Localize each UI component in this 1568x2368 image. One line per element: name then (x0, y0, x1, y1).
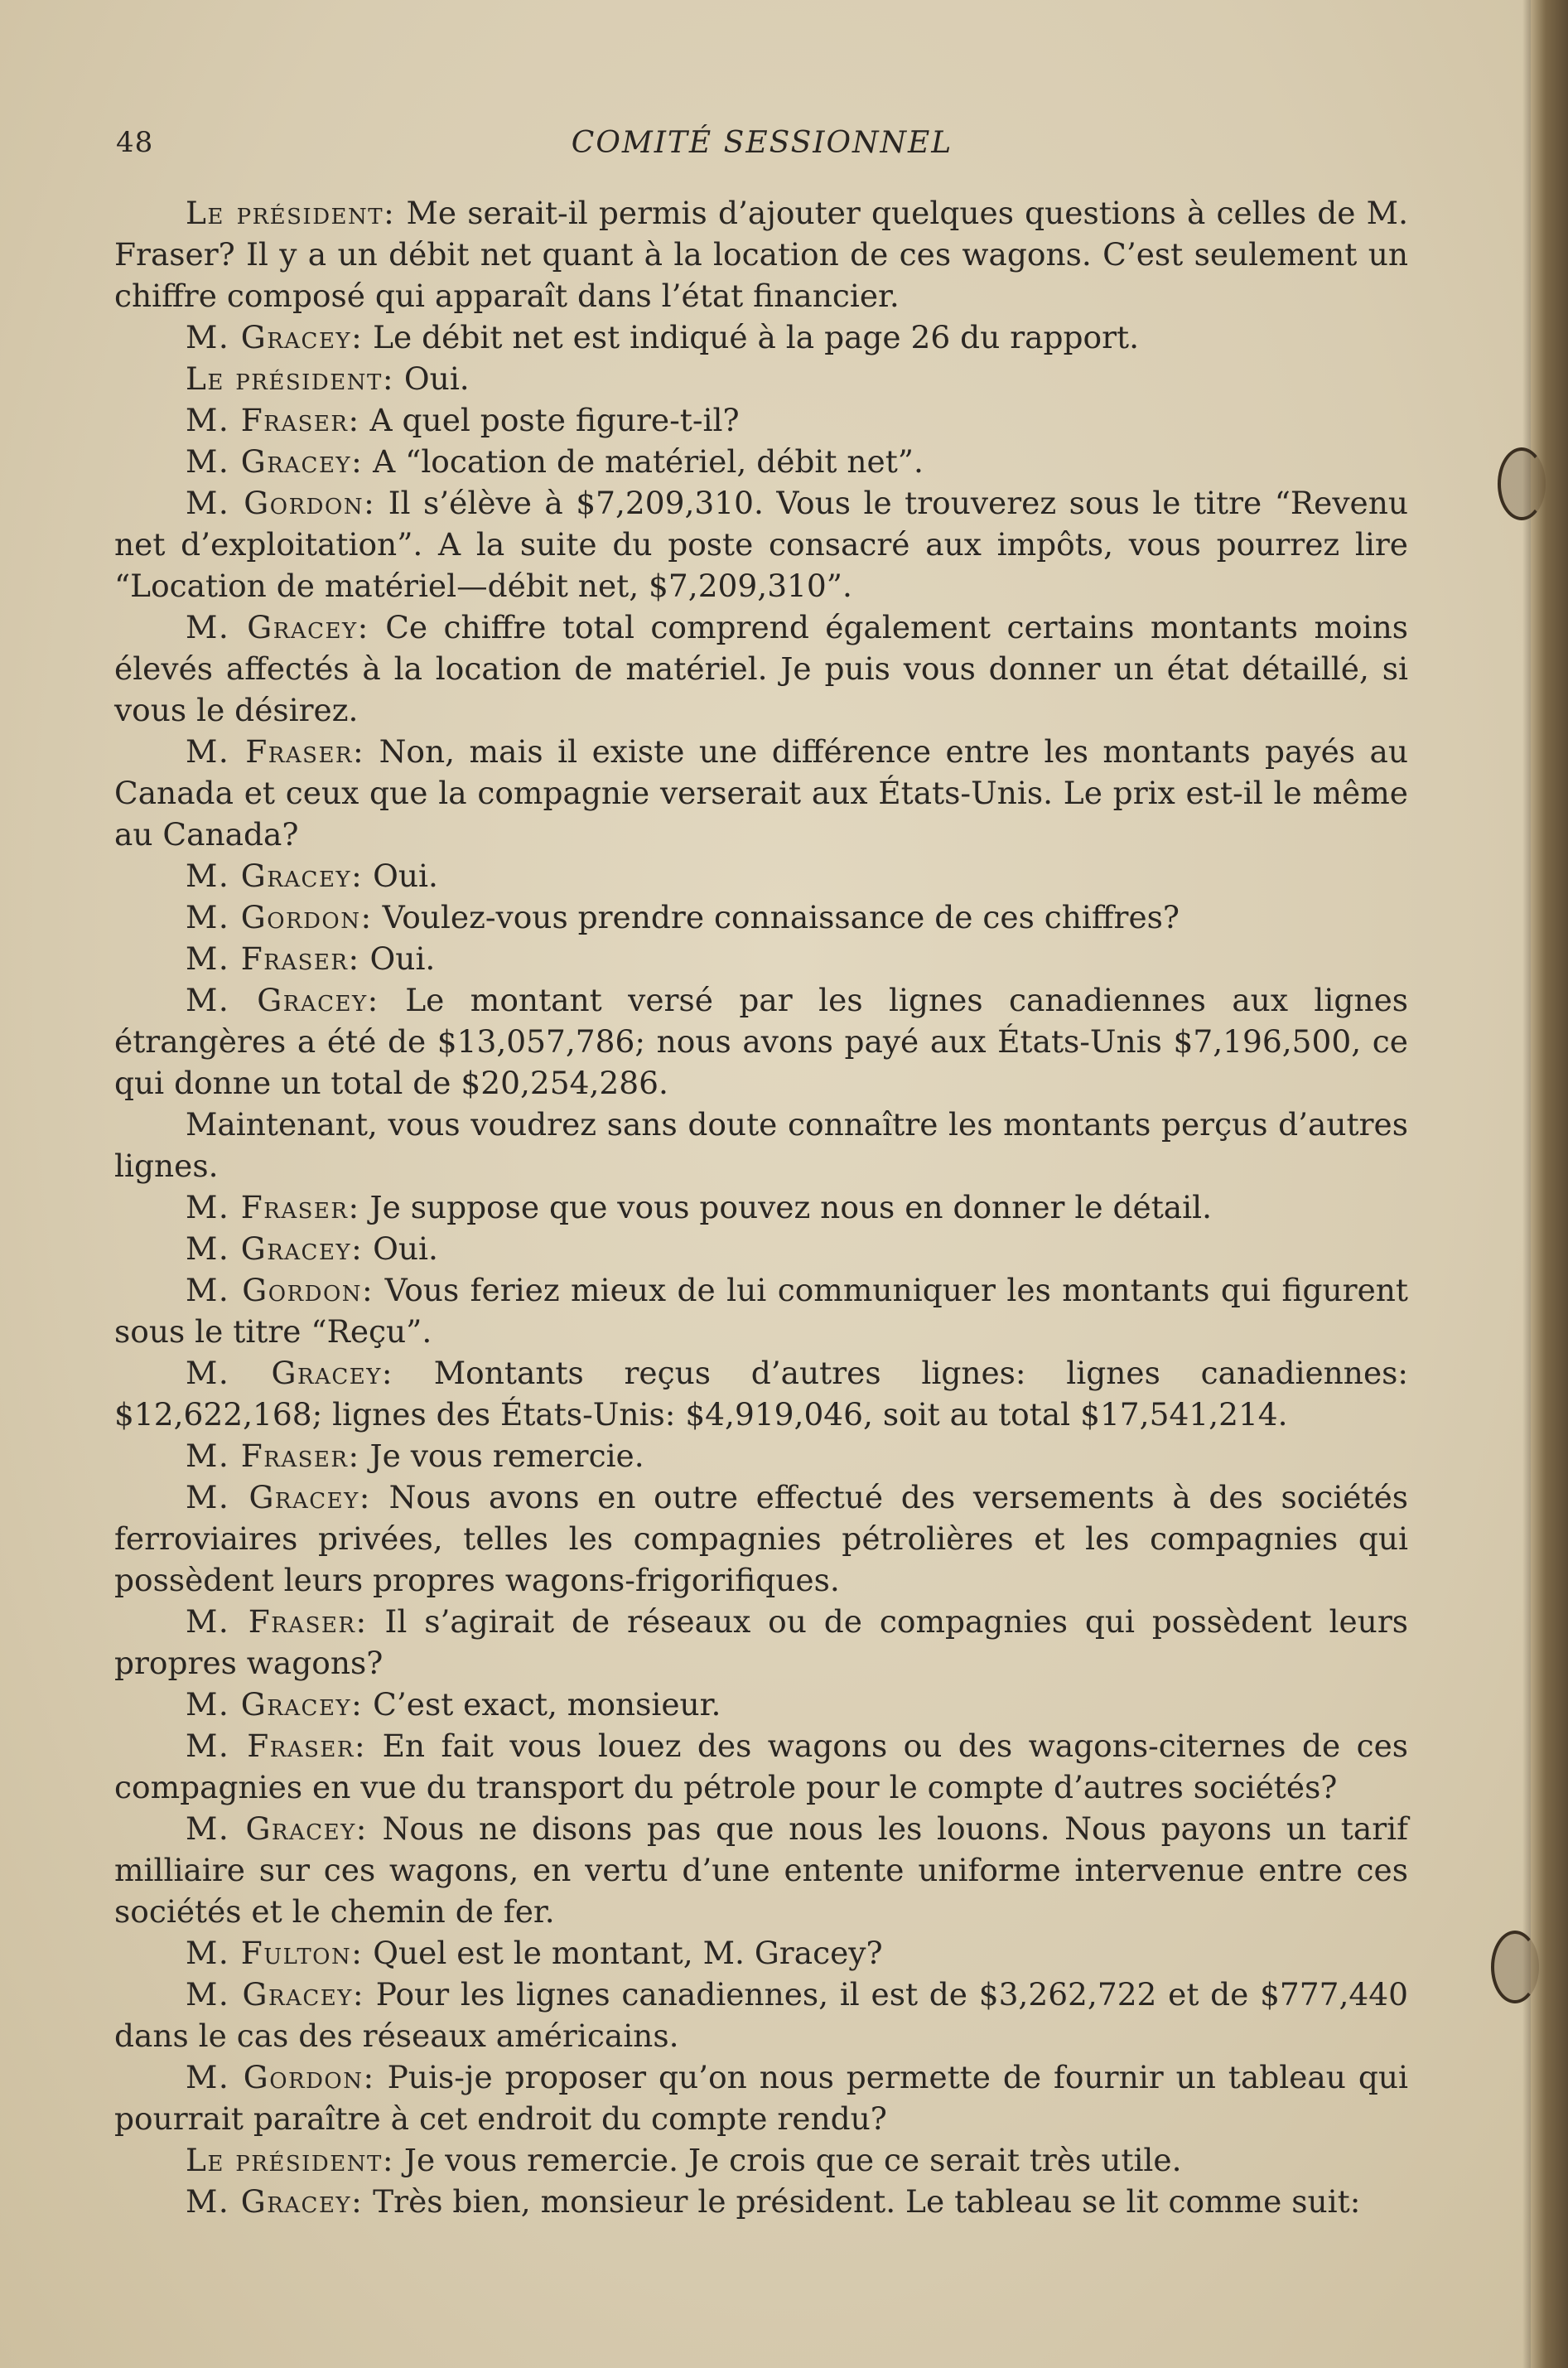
transcript-paragraph (114, 1725, 1408, 1808)
transcript-paragraph (114, 896, 1408, 938)
page-number: 48 (116, 126, 154, 159)
speech-text: Je suppose que vous pouvez nous en donner le détail. (369, 1189, 1213, 1225)
transcript-paragraph (114, 2056, 1408, 2139)
transcript-paragraph (114, 358, 1408, 399)
transcript-paragraph (114, 482, 1408, 606)
speaker-name: M. Fraser: (186, 940, 360, 977)
speaker-name: M. Gordon: (186, 2059, 375, 2095)
speaker-name: M. Gracey: (186, 443, 364, 480)
speech-text: A quel poste figure-t-il? (369, 402, 740, 438)
speech-text: Le débit net est indiqué à la page 26 du rapport. (373, 319, 1140, 355)
transcript-paragraph (114, 1476, 1408, 1601)
speaker-name: M. Fraser: (186, 1189, 360, 1225)
transcript-paragraph (114, 1435, 1408, 1476)
speech-text: Maintenant, vous voudrez sans doute connaître les montants perçus d’autres lignes. (114, 1106, 1408, 1184)
speaker-name: M. Gordon: (186, 1272, 374, 1308)
speaker-name: M. Gordon: (186, 899, 373, 935)
transcript-paragraph (114, 1974, 1408, 2056)
transcript-paragraph (114, 855, 1408, 896)
speech-text: Non, mais il existe une différence entre les montants payés au Canada et ceux que la compagnie verserait aux États-Unis. Le prix est-il le même au Canada? (114, 733, 1408, 853)
speech-text: Nous avons en outre effectué des versements à des sociétés ferroviaires privées, telles les compagnies pétrolières et les compagnies qui possèdent leurs propres wagons-frigorifiques. (114, 1479, 1409, 1598)
speaker-name: M. Fraser: (186, 1603, 368, 1640)
speaker-name: M. Fraser: (186, 1728, 367, 1764)
speaker-name: M. Fraser: (186, 1438, 360, 1474)
speaker-name: M. Gracey: (186, 1230, 364, 1267)
speaker-name: Le président: (186, 2142, 394, 2178)
speech-text: Oui. (373, 1230, 438, 1267)
speaker-name: M. Gracey: (186, 609, 369, 645)
transcript-paragraph (114, 192, 1408, 317)
speech-text: Oui. (369, 940, 436, 977)
speech-text: A “location de matériel, débit net”. (373, 443, 924, 480)
speech-text: Je vous remercie. (369, 1438, 644, 1474)
binding-hole-bottom (1491, 1931, 1539, 2003)
transcript-paragraph (114, 2181, 1408, 2222)
speaker-name: M. Fraser: (186, 733, 365, 770)
speaker-name: Le président: (186, 195, 396, 231)
speaker-name: M. Gracey: (186, 858, 364, 894)
speech-text: En fait vous louez des wagons ou des wagons-citernes de ces compagnies en vue du transport du pétrole pour le compte d’autres sociétés? (114, 1728, 1409, 1805)
speaker-name: M. Fraser: (186, 402, 360, 438)
speech-text: Oui. (403, 360, 470, 397)
speech-text: Vous feriez mieux de lui communiquer les montants qui figurent sous le titre “Reçu”. (114, 1272, 1408, 1350)
speech-text: Le montant versé par les lignes canadiennes aux lignes étrangères a été de $13,057,786; nous avons payé aux États-Unis $7,196,500, ce qui donne un total de $20,254,286. (114, 982, 1409, 1101)
transcript-paragraph (114, 979, 1408, 1104)
transcript-paragraph (114, 731, 1408, 855)
speech-text: Quel est le montant, M. Gracey? (373, 1935, 883, 1971)
transcript-paragraph (114, 1932, 1408, 1974)
speech-text: Montants reçus d’autres lignes: lignes canadiennes: $12,622,168; lignes des États-Unis: $4,919,046, soit au total $17,541,214. (114, 1355, 1409, 1433)
speaker-name: Le président: (186, 360, 394, 397)
book-spine (1531, 0, 1568, 2368)
speaker-name: M. Gracey: (186, 1976, 365, 2013)
speech-text: Oui. (373, 858, 438, 894)
transcript-paragraph (114, 2139, 1408, 2181)
speaker-name: M. Gracey: (186, 2183, 364, 2220)
speaker-name: M. Gracey: (186, 1686, 364, 1723)
transcript-paragraph (114, 317, 1408, 358)
speech-text: Ce chiffre total comprend également certains montants moins élevés affectés à la location de matériel. Je puis vous donner un état détaillé, si vous le désirez. (114, 609, 1408, 728)
speech-text: Voulez-vous prendre connaissance de ces chiffres? (382, 899, 1180, 935)
speaker-name: M. Gracey: (186, 1810, 368, 1847)
transcript-paragraph (114, 1186, 1408, 1228)
speech-text: Il s’élève à $7,209,310. Vous le trouverez sous le titre “Revenu net d’exploitation”. A la suite du poste consacré aux impôts, vous pourrez lire “Location de matériel—débit net, $7,209,310”. (114, 485, 1409, 604)
transcript-paragraph (114, 1808, 1408, 1932)
speech-text: Très bien, monsieur le président. Le tableau se lit comme suit: (373, 2183, 1361, 2220)
speech-text: C’est exact, monsieur. (373, 1686, 721, 1723)
speech-text: Il s’agirait de réseaux ou de compagnies qui possèdent leurs propres wagons? (114, 1603, 1409, 1681)
speech-text: Puis-je proposer qu’on nous permette de fournir un tableau qui pourrait paraître à cet endroit du compte rendu? (114, 2059, 1408, 2137)
speaker-name: M. Gracey: (186, 982, 379, 1018)
speaker-name: M. Gordon: (186, 485, 376, 521)
transcript-body (114, 192, 1408, 2222)
transcript-paragraph (114, 441, 1408, 482)
transcript-paragraph (114, 1684, 1408, 1725)
speaker-name: M. Gracey: (186, 1355, 394, 1391)
page-header (116, 126, 1408, 176)
transcript-paragraph (114, 938, 1408, 979)
speech-text: Nous ne disons pas que nous les louons. Nous payons un tarif milliaire sur ces wagons, en vertu d’une entente uniforme intervenue entre ces sociétés et le chemin de fer. (114, 1810, 1409, 1930)
speech-text: Pour les lignes canadiennes, il est de $3,262,722 et de $777,440 dans le cas des réseaux américains. (114, 1976, 1409, 2054)
speech-text: Me serait-il permis d’ajouter quelques questions à celles de M. Fraser? Il y a un débit net quant à la location de ces wagons. C’est seulement un chiffre composé qui apparaît dans l’état financier. (114, 195, 1408, 314)
transcript-paragraph (114, 1104, 1408, 1186)
speaker-name: M. Fulton: (186, 1935, 364, 1971)
running-head: COMITÉ SESSIONNEL (571, 126, 953, 160)
transcript-paragraph (114, 1228, 1408, 1269)
transcript-paragraph (114, 1352, 1408, 1435)
transcript-paragraph (114, 1601, 1408, 1684)
speech-text: Je vous remercie. Je crois que ce serait très utile. (403, 2142, 1182, 2178)
speaker-name: M. Gracey: (186, 1479, 371, 1515)
transcript-paragraph (114, 606, 1408, 731)
transcript-paragraph (114, 1269, 1408, 1352)
binding-hole-top (1498, 447, 1546, 520)
transcript-paragraph (114, 399, 1408, 441)
speaker-name: M. Gracey: (186, 319, 364, 355)
